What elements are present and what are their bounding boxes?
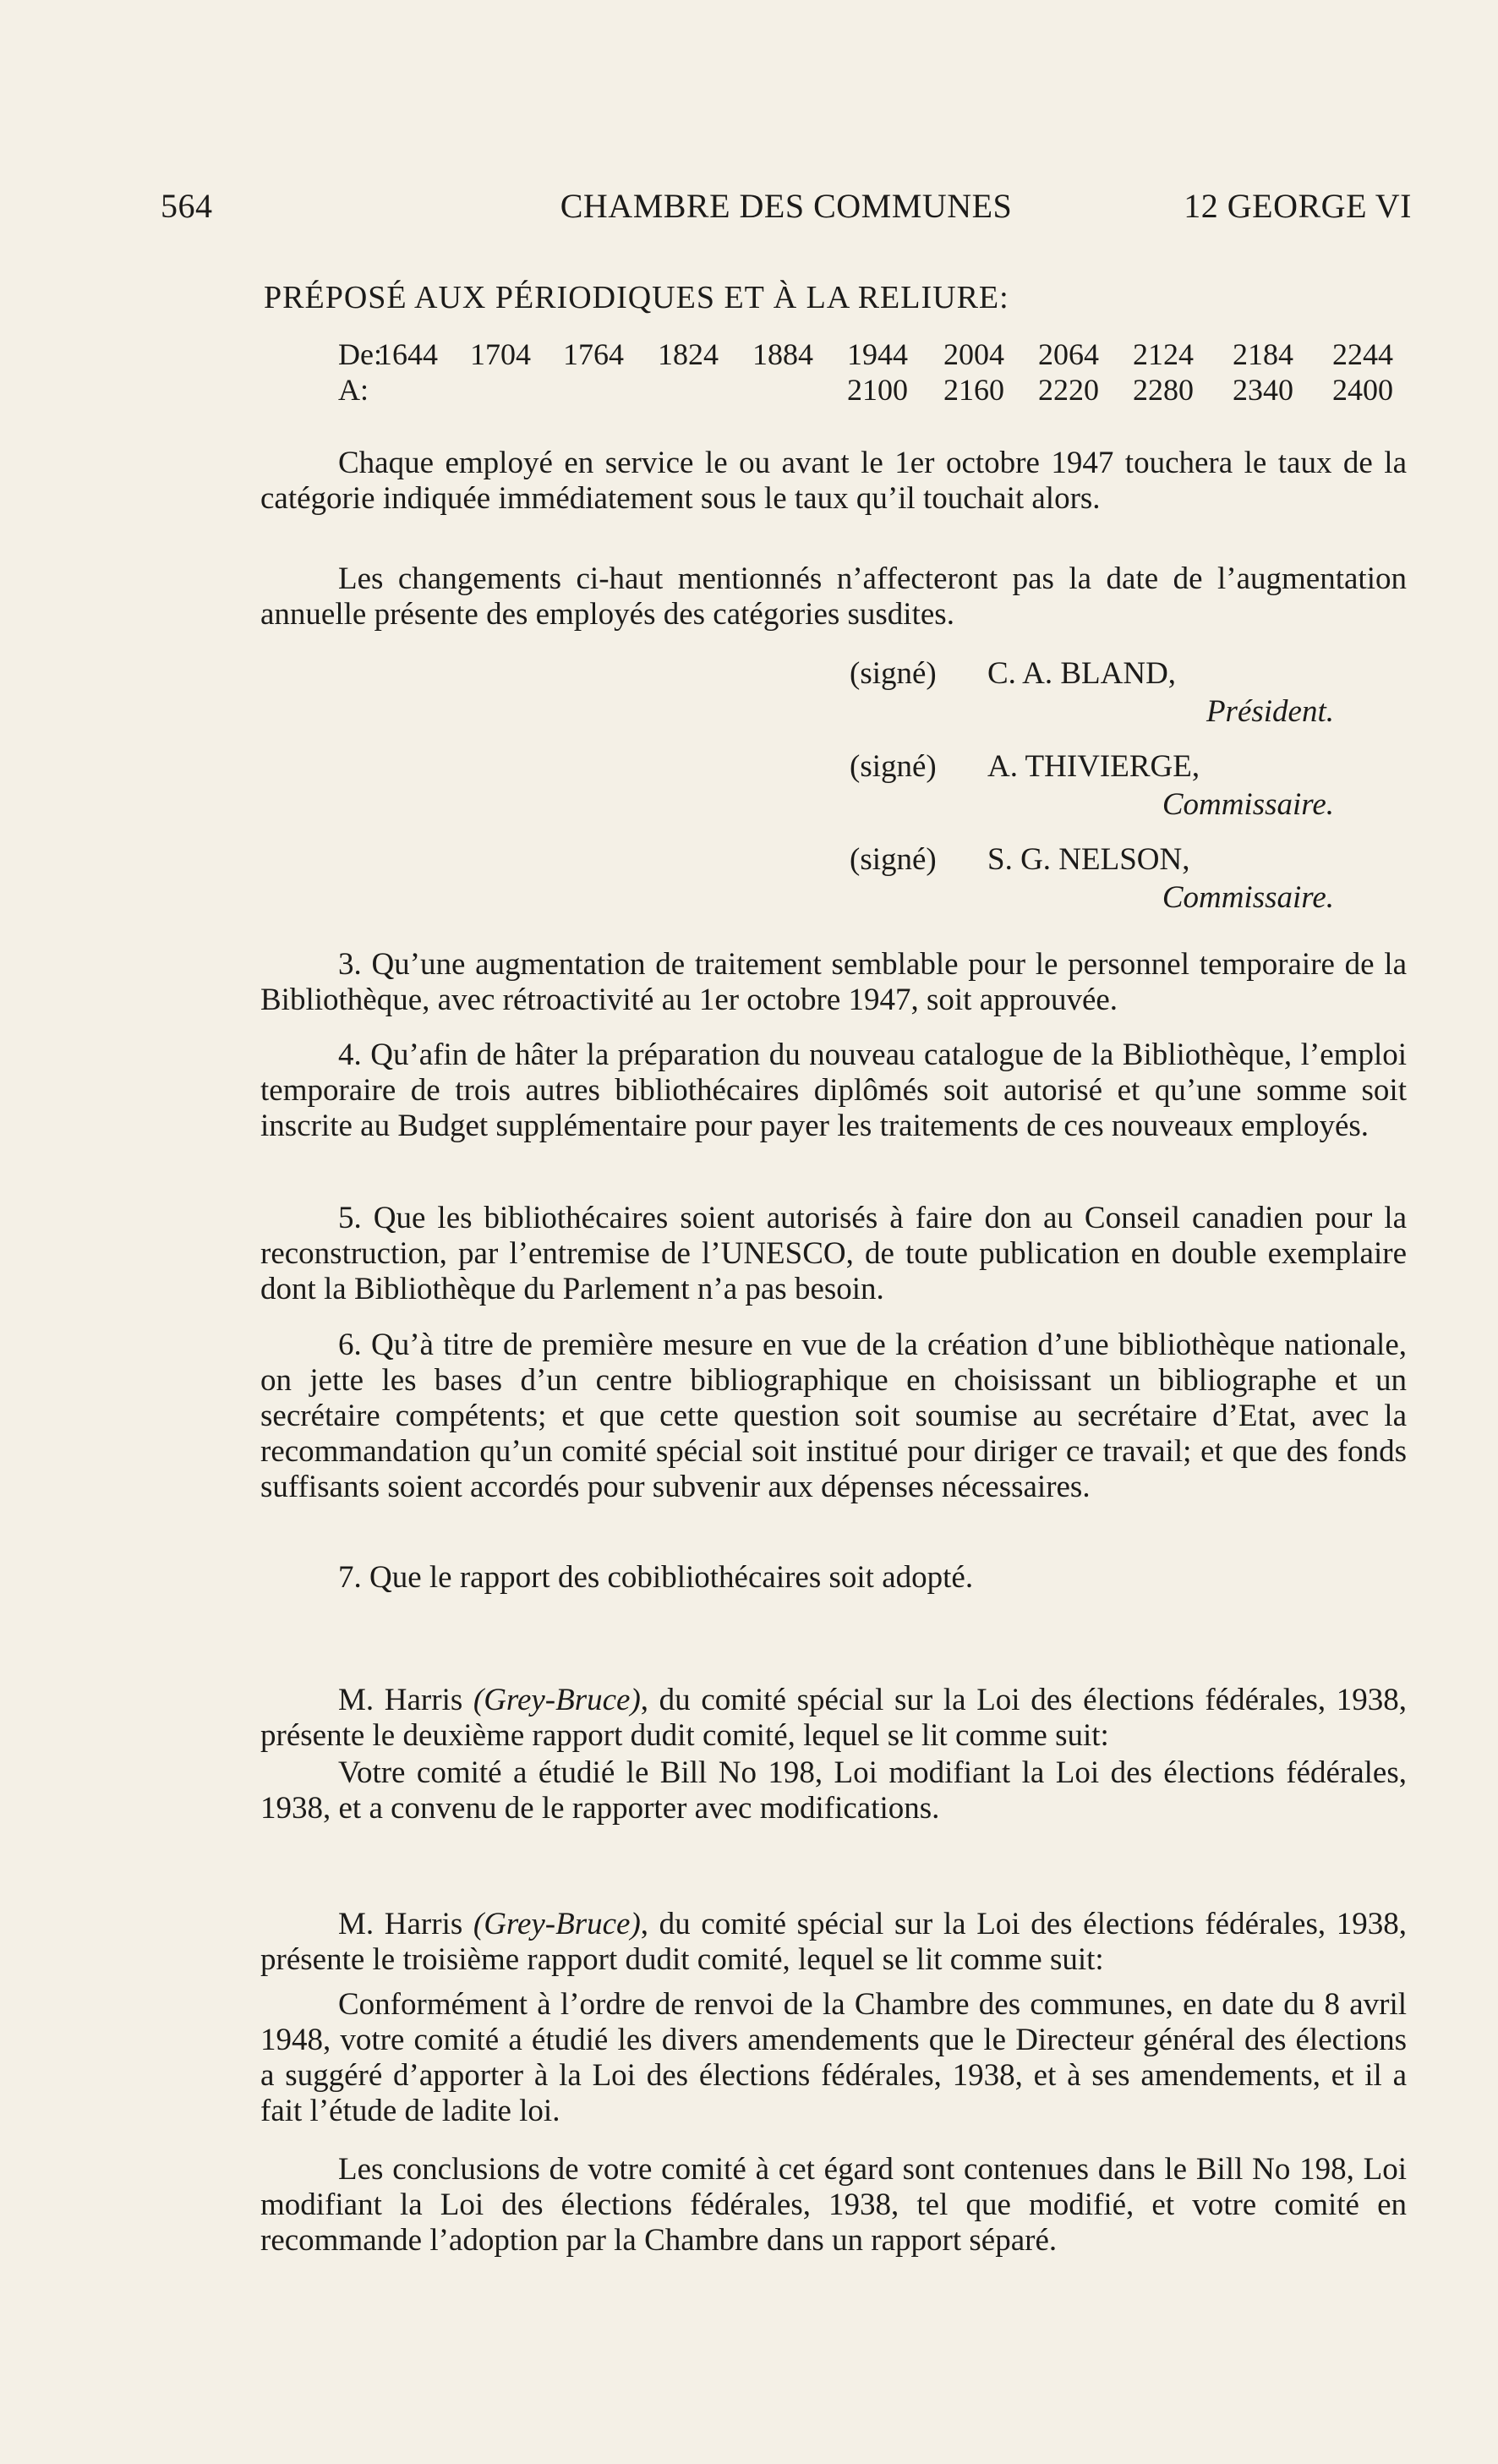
from-value: 2004	[943, 337, 1004, 371]
list-item-7: 7. Que le rapport des cobibliothécaires soit adopté.	[338, 1560, 974, 1595]
list-item-5: 5. Que les bibliothécaires soient autorisés à faire don au Conseil canadien pour la reconstruction, par l’entremise de l’UNESCO, de toute publication en double exemplaire dont la Bibliothèque du Parlement n’a pas besoin.	[260, 1201, 1407, 1306]
signatory-name: A. THIVIERGE,	[987, 749, 1200, 784]
salary-to-row	[338, 372, 1405, 409]
report-intro-text: , du comité spécial sur la Loi des élections fédérales, 1938, présente le troisième rapport dudit comité, lequel se lit comme suit:	[260, 1907, 1407, 1977]
page-number: 564	[161, 187, 213, 225]
from-value: 1944	[847, 337, 908, 371]
from-value: 1704	[470, 337, 531, 371]
paragraph-rate-rule: Chaque employé en service le ou avant le 1er octobre 1947 touchera le taux de la catégorie indiquée immédiatement sous le taux qu’il touchait alors.	[260, 446, 1407, 516]
signed-label: (signé)	[850, 656, 937, 691]
from-value: 2124	[1133, 337, 1194, 371]
page-header	[161, 186, 1412, 228]
report-intro-text: , du comité spécial sur la Loi des élections fédérales, 1938, présente le deuxième rapport dudit comité, lequel se lit comme suit:	[260, 1683, 1407, 1753]
signature-block	[850, 841, 1391, 879]
from-value: 2244	[1332, 337, 1393, 371]
riding: (Grey-Bruce)	[473, 1907, 641, 1941]
to-value: 2100	[847, 373, 908, 407]
running-title: CHAMBRE DES COMMUNES	[560, 187, 1013, 225]
reign-label: 12 GEORGE VI	[1184, 187, 1412, 225]
signed-label: (signé)	[850, 842, 937, 877]
list-item-6: 6. Qu’à titre de première mesure en vue de la création d’une bibliothèque nationale, on jette les bases d’un centre bibliographique en choisissant un bibliographe et un secrétaire compétents; et que cette question soit soumise au secrétaire d’Etat, avec la recommandation qu’un comité spécial soit institué pour diriger ce travail; et que des fonds suffisants soient accordés pour subvenir aux dépenses nécessaires.	[260, 1328, 1407, 1504]
to-value: 2340	[1233, 373, 1293, 407]
riding: (Grey-Bruce)	[473, 1683, 641, 1717]
signature-block	[850, 655, 1391, 693]
signatory-name: C. A. BLAND,	[987, 656, 1177, 691]
report-2-text: Votre comité a étudié le Bill No 198, Loi modifiant la Loi des élections fédérales, 1938, et a convenu de le rapporter avec modifications.	[260, 1755, 1407, 1826]
from-value: 2064	[1038, 337, 1099, 371]
paragraph-annual-increase: Les changements ci-haut mentionnés n’affecteront pas la date de l’augmentation annuelle présente des employés des catégories susdites.	[260, 561, 1407, 632]
signature-block	[850, 748, 1391, 786]
report-3-text-1: Conformément à l’ordre de renvoi de la Chambre des communes, en date du 8 avril 1948, votre comité a étudié les divers amendements que le Directeur général des élections a suggéré d’apporter à la Loi des élections fédérales, 1938, et à ses amendements, et il a fait l’étude de ladite loi.	[260, 1987, 1407, 2128]
report-3-text-2: Les conclusions de votre comité à cet égard sont contenues dans le Bill No 198, Loi modifiant la Loi des élections fédérales, 1938, tel que modifié, et votre comité en recommande l’adoption par la Chambre dans un rapport séparé.	[260, 2152, 1407, 2258]
from-value: 1644	[377, 337, 438, 371]
to-label: A:	[338, 373, 369, 407]
to-value: 2220	[1038, 373, 1099, 407]
speaker: M. Harris	[338, 1907, 473, 1941]
signatory-name: S. G. NELSON,	[987, 842, 1190, 877]
from-label: De:	[338, 337, 382, 371]
signatory-role: Président.	[1206, 694, 1334, 729]
section-heading: PRÉPOSÉ AUX PÉRIODIQUES ET À LA RELIURE:	[264, 280, 1009, 315]
from-value: 1764	[563, 337, 624, 371]
report-intro-2	[260, 1683, 1407, 1754]
signatory-role: Commissaire.	[1162, 880, 1334, 915]
speaker: M. Harris	[338, 1683, 473, 1717]
from-value: 1884	[752, 337, 813, 371]
to-value: 2160	[943, 373, 1004, 407]
list-item-3: 3. Qu’une augmentation de traitement semblable pour le personnel temporaire de la Bibliothèque, avec rétroactivité au 1er octobre 1947, soit approuvée.	[260, 947, 1407, 1017]
signed-label: (signé)	[850, 749, 937, 784]
salary-from-row	[338, 337, 1405, 374]
signatory-role: Commissaire.	[1162, 787, 1334, 822]
list-item-4: 4. Qu’afin de hâter la préparation du nouveau catalogue de la Bibliothèque, l’emploi temporaire de trois autres bibliothécaires diplômés soit autorisé et qu’une somme soit inscrite au Budget supplémentaire pour payer les traitements de ces nouveaux employés.	[260, 1038, 1407, 1143]
to-value: 2400	[1332, 373, 1393, 407]
from-value: 2184	[1233, 337, 1293, 371]
report-intro-3	[260, 1907, 1407, 1978]
to-value: 2280	[1133, 373, 1194, 407]
from-value: 1824	[658, 337, 719, 371]
